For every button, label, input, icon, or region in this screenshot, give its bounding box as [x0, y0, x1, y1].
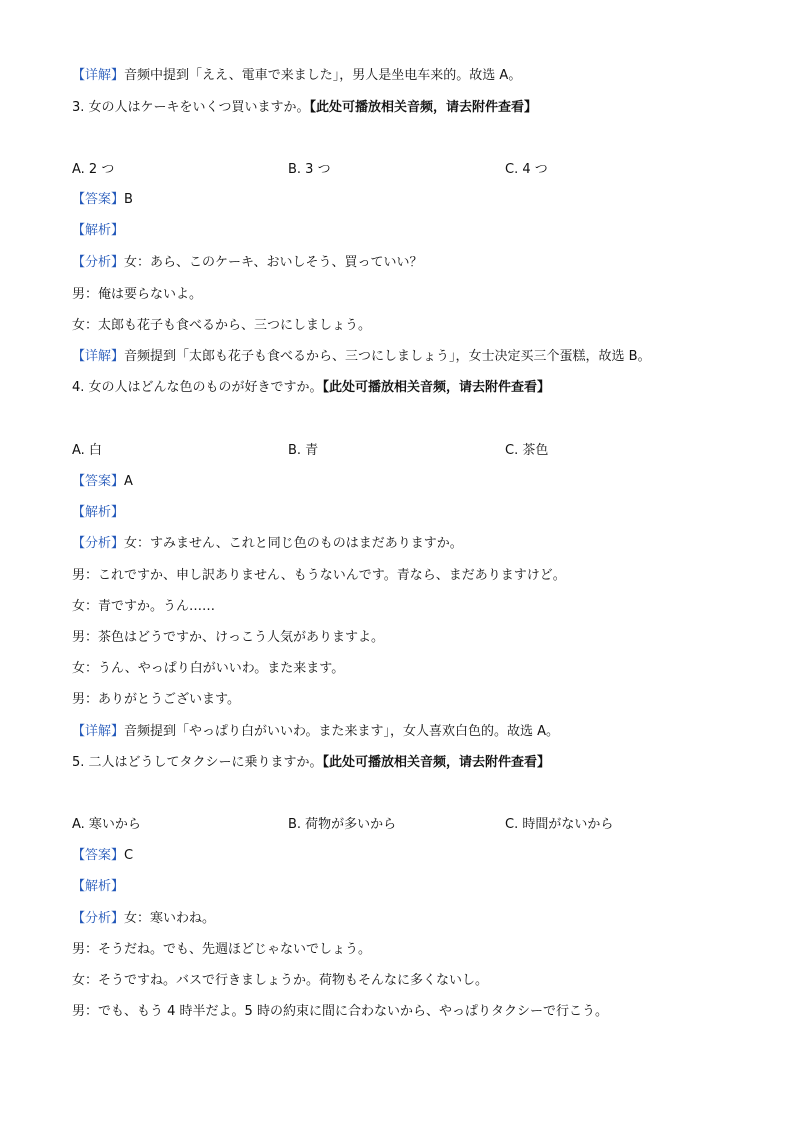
q4-detail: [72, 722, 559, 742]
q4-dialogue-line: 女：うん、やっぱり白がいいわ。また来ます。: [72, 661, 345, 676]
dialogue-text: 女：あら、このケーキ、おいしそう、買っていい？: [124, 255, 423, 270]
detail-label: 【详解】: [72, 724, 125, 739]
answer-value: A: [124, 474, 133, 489]
question-3: [72, 98, 537, 118]
q5-answer: [72, 846, 133, 866]
q4-answer: [72, 472, 133, 492]
q5-option-c: C. 時間がないから: [505, 817, 614, 832]
breakdown-label: 【分析】: [72, 255, 125, 270]
q5-option-a: A. 寒いから: [72, 817, 141, 832]
q3-dialogue-line: 女：太郎も花子も食べるから、三つにしましょう。: [72, 318, 372, 333]
detail-label: 【详解】: [72, 349, 125, 364]
q4-option-a: A. 白: [72, 443, 102, 458]
q4-option-c: C. 茶色: [505, 443, 549, 458]
q3-answer: [72, 190, 133, 210]
question-5: [72, 753, 550, 773]
q5-dialogue-line: 男：でも、もう 4 時半だよ。5 時の約束に間に合わないから、やっぱりタクシーで行こう。: [72, 1004, 608, 1019]
q3-detail: [72, 347, 651, 367]
audio-note: 【此处可播放相关音频，请去附件查看】: [322, 755, 551, 770]
q4-dialogue-line: 男：茶色はどうですか、けっこう人気がありますよ。: [72, 630, 385, 645]
q4-dialogue-line: [72, 534, 463, 554]
q5-option-b: B. 荷物が多いから: [288, 817, 397, 832]
detail-text: 音频中提到「ええ、電車で来ました」，男人是坐电车来的。故选 A。: [124, 68, 522, 83]
q3-option-a: A. 2 つ: [72, 162, 115, 177]
q4-analysis-label: 【解析】: [72, 505, 125, 520]
audio-note: 【此处可播放相关音频，请去附件查看】: [322, 380, 551, 395]
q4-dialogue-line: 女：青ですか。うん……: [72, 599, 216, 614]
question-4: [72, 378, 550, 398]
q3-dialogue-line: [72, 253, 423, 273]
detail-label: 【详解】: [72, 68, 125, 83]
q3-option-b: B. 3 つ: [288, 162, 331, 177]
q5-dialogue-line: 男：そうだね。でも、先週ほどじゃないでしょう。: [72, 942, 372, 957]
q2-detail: [72, 66, 521, 86]
detail-text: 音频提到「太郎も花子も食べるから、三つにしましょう」，女士决定买三个蛋糕，故选 B。: [124, 349, 651, 364]
dialogue-text: 女：寒いわね。: [124, 911, 216, 926]
q3-option-c: C. 4 つ: [505, 162, 548, 177]
breakdown-label: 【分析】: [72, 536, 125, 551]
question-text: 3. 女の人はケーキをいくつ買いますか。: [72, 100, 310, 115]
q4-dialogue-line: 男：ありがとうございます。: [72, 692, 240, 707]
q4-option-b: B. 青: [288, 443, 319, 458]
q3-analysis-label: 【解析】: [72, 223, 125, 238]
detail-text: 音频提到「やっぱり白がいいわ。また来ます」，女人喜欢白色的。故选 A。: [124, 724, 560, 739]
answer-value: C: [124, 848, 134, 863]
answer-label: 【答案】: [72, 474, 125, 489]
breakdown-label: 【分析】: [72, 911, 125, 926]
question-text: 4. 女の人はどんな色のものが好きですか。: [72, 380, 323, 395]
answer-label: 【答案】: [72, 848, 125, 863]
q5-analysis-label: 【解析】: [72, 879, 125, 894]
audio-note: 【此处可播放相关音频，请去附件查看】: [309, 100, 538, 115]
answer-value: B: [124, 192, 133, 207]
question-text: 5. 二人はどうしてタクシーに乗りますか。: [72, 755, 323, 770]
answer-label: 【答案】: [72, 192, 125, 207]
q5-dialogue-line: [72, 909, 215, 929]
dialogue-text: 女：すみません、これと同じ色のものはまだありますか。: [124, 536, 463, 551]
q4-dialogue-line: 男：これですか、申し訳ありません、もうないんです。青なら、まだありますけど。: [72, 568, 566, 583]
q5-dialogue-line: 女：そうですね。バスで行きましょうか。荷物もそんなに多くないし。: [72, 973, 489, 988]
q3-dialogue-line: 男：俺は要らないよ。: [72, 287, 203, 302]
